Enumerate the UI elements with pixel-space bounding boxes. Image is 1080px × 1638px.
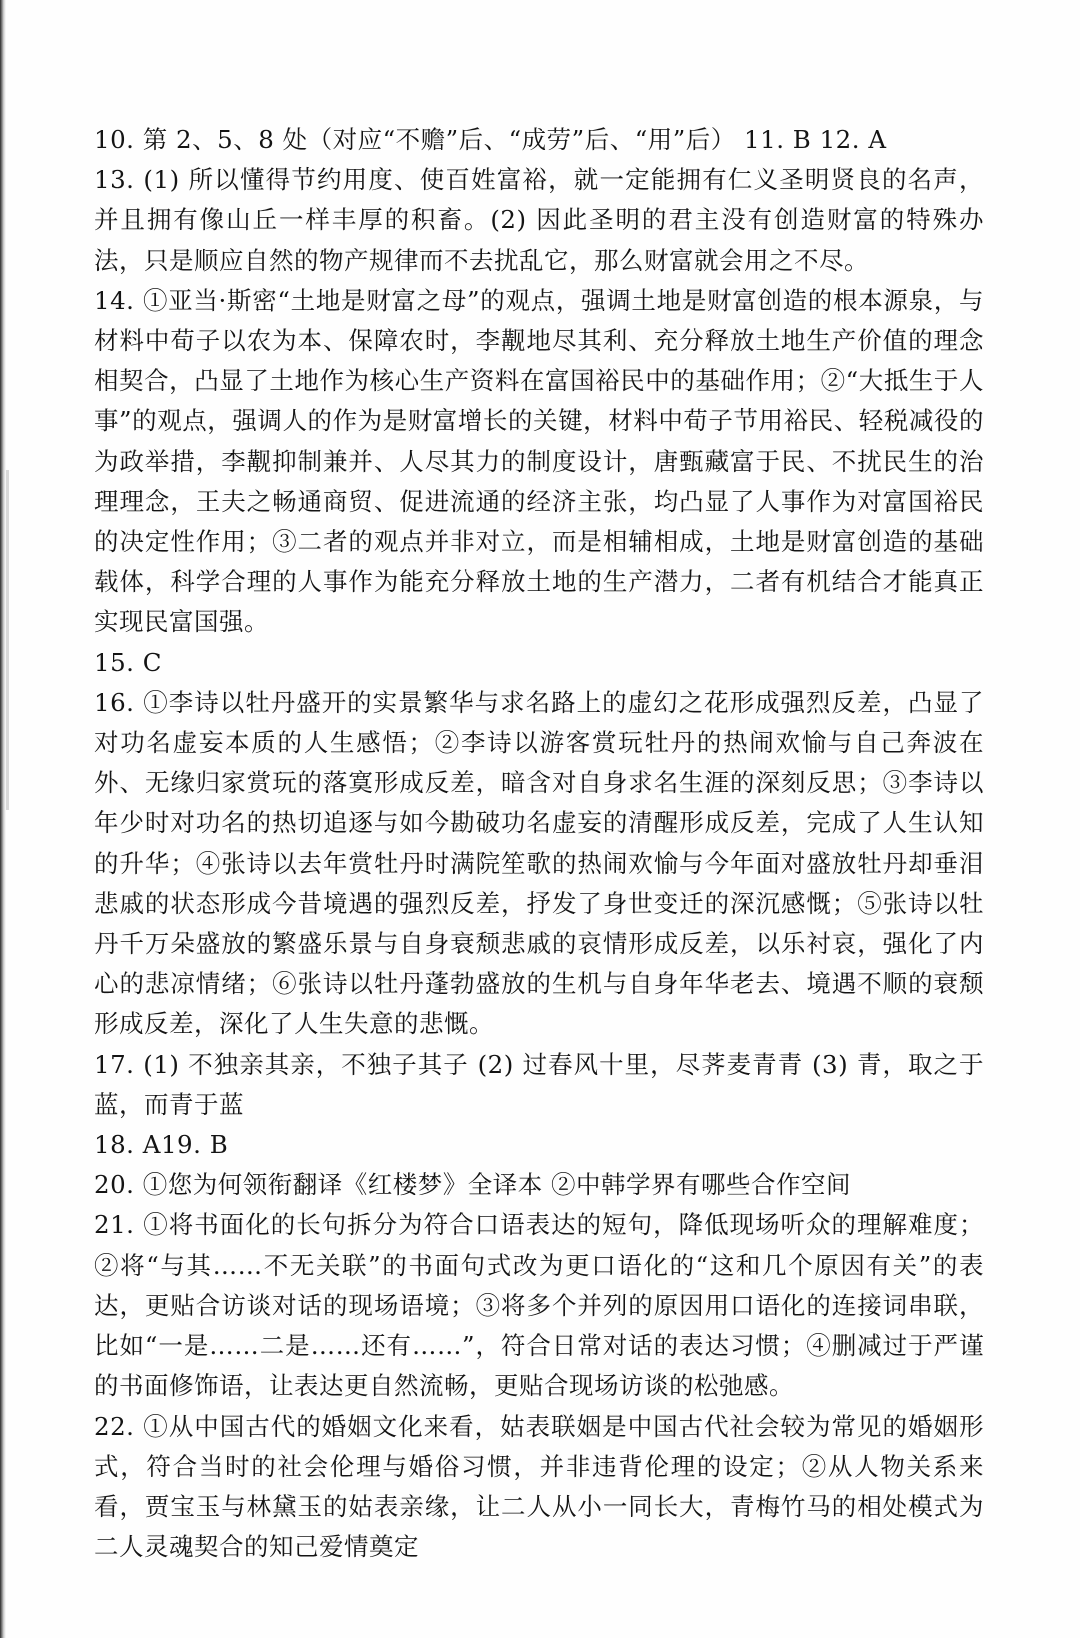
answer-14: 14. ①亚当·斯密“土地是财富之母”的观点，强调土地是财富创造的根本源泉，与材料中荀子以农为本、保障农时，李觏地尽其利、充分释放土地生产价值的理念相契合，凸显了土地作为核心生产资料在富国裕民中的基础作用；②“大抵生于人事”的观点，强调人的作为是财富增长的关键，材料中荀子节用裕民、轻税减役的为政举措，李觏抑制兼并、人尽其力的制度设计，唐甄藏富于民、不扰民生的治理理念，王夫之畅通商贸、促进流通的经济主张，均凸显了人事作为对富国裕民的决定性作用；③二者的观点并非对立，而是相辅相成，土地是财富创造的基础载体，科学合理的人事作为能充分释放土地的生产潜力，二者有机结合才能真正实现民富国强。 xyxy=(94,285,984,637)
page-left-edge xyxy=(0,0,6,1638)
answer-16: 16. ①李诗以牡丹盛开的实景繁华与求名路上的虚幻之花形成强烈反差，凸显了对功名虚妄本质的人生感悟；②李诗以游客赏玩牡丹的热闹欢愉与自己奔波在外、无缘归家赏玩的落寞形成反差，暗含对自身求名生涯的深刻反思；③李诗以年少时对功名的热切追逐与如今勘破功名虚妄的清醒形成反差，完成了人生认知的升华；④张诗以去年赏牡丹时满院笙歌的热闹欢愉与今年面对盛放牡丹却垂泪悲戚的状态形成今昔境遇的强烈反差，抒发了身世变迁的深沉感慨；⑤张诗以牡丹千万朵盛放的繁盛乐景与自身衰颓悲戚的哀情形成反差，以乐衬哀，强化了内心的悲凉情绪；⑥张诗以牡丹蓬勃盛放的生机与自身年华老去、境遇不顺的衰颓形成反差，深化了人生失意的悲慨。 xyxy=(94,687,984,1039)
answer-21: 21. ①将书面化的长句拆分为符合口语表达的短句，降低现场听众的理解难度；②将“与其……不无关联”的书面句式改为更口语化的“这和几个原因有关”的表达，更贴合访谈对话的现场语境；③将多个并列的原因用口语化的连接词串联，比如“一是……二是……还有……”，符合日常对话的表达习惯；④删减过于严谨的书面修饰语，让表达更自然流畅，更贴合现场访谈的松弛感。 xyxy=(94,1210,984,1401)
answer-13: 13. (1) 所以懂得节约用度、使百姓富裕，就一定能拥有仁义圣明贤良的名声，并且拥有像山丘一样丰厚的积畜。(2) 因此圣明的君主没有创造财富的特殊办法，只是顺应自然的物产规律而不去扰乱它，那么财富就会用之不尽。 xyxy=(94,165,984,275)
answer-10-12: 10. 第 2、5、8 处（对应“不赡”后、“成劳”后、“用”后） 11. B 12. A xyxy=(94,125,887,154)
page-edge-shadow xyxy=(6,470,9,810)
answer-18-19: 18. A19. B xyxy=(94,1130,229,1160)
answer-15: 15. C xyxy=(94,647,162,677)
answer-22: 22. ①从中国古代的婚姻文化来看，姑表联姻是中国古代社会较为常见的婚姻形式，符合当时的社会伦理与婚俗习惯，并非违背伦理的设定；②从人物关系来看，贾宝玉与林黛玉的姑表亲缘，让二人从小一同长大，青梅竹马的相处模式为二人灵魂契合的知己爱情奠定 xyxy=(94,1411,984,1562)
answer-20: 20. ①您为何领衔翻译《红楼梦》全译本 ②中韩学界有哪些合作空间 xyxy=(94,1170,852,1200)
answer-17: 17. (1) 不独亲其亲，不独子其子 (2) 过春风十里，尽荠麦青青 (3) 青，取之于蓝，而青于蓝 xyxy=(94,1049,984,1119)
answer-key-content xyxy=(94,120,984,1567)
